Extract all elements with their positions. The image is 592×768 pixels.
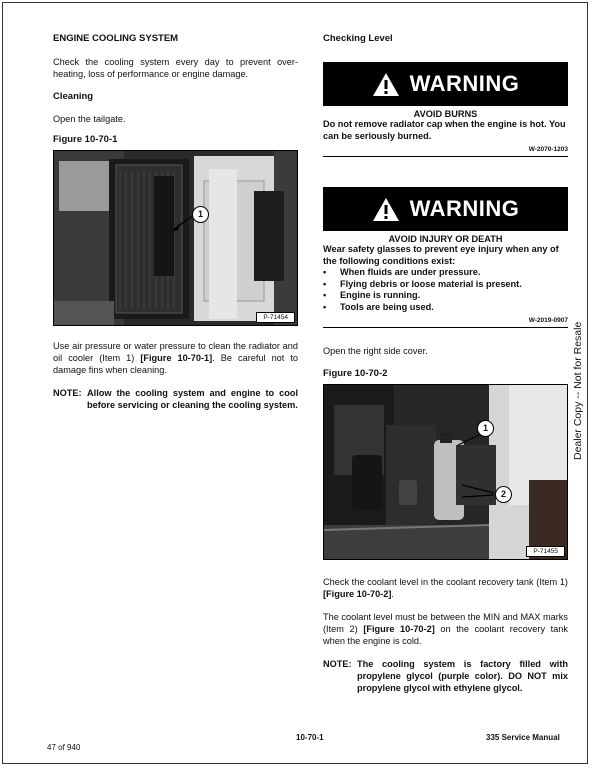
warning-banner — [323, 187, 568, 231]
warning-code: W-2070-1203 — [323, 146, 568, 157]
glycol-note — [323, 658, 568, 694]
warning-injury — [323, 187, 568, 328]
list-item-text: When fluids are under pressure. — [340, 267, 481, 277]
level-range-figure-ref: [Figure 10-70-2] — [363, 624, 435, 634]
figure-2-photo — [323, 384, 568, 560]
warning-triangle-icon — [372, 72, 400, 97]
check-level-figure-ref: [Figure 10-70-2] — [323, 589, 392, 599]
warning-code: W-2019-0907 — [323, 317, 568, 328]
checking-level-heading: Checking Level — [323, 33, 393, 44]
figure-1-photo — [53, 150, 298, 326]
warning-title: WARNING — [409, 71, 520, 96]
photo-tag: P-71455 — [526, 546, 565, 557]
list-item-text: Flying debris or loose material is present. — [340, 278, 522, 289]
list-item-text: Engine is running. — [340, 290, 421, 300]
open-cover-text: Open the right side cover. — [323, 346, 428, 356]
warning-text: Wear safety glasses to prevent eye injury when any of the following conditions exist: — [323, 244, 559, 266]
clean-instruction — [53, 340, 298, 376]
list-item: • When fluids are under pressure. — [323, 267, 481, 277]
list-item: • Tools are being used. — [323, 301, 434, 312]
open-tailgate-text: Open the tailgate. — [53, 114, 126, 124]
photo-tag: P-71454 — [256, 312, 295, 323]
warning-burns — [323, 62, 568, 157]
callout-1: 1 — [477, 420, 494, 437]
check-level-text-a: Check the coolant level in the coolant recovery tank (Item 1) — [323, 577, 568, 587]
warning-text: Do not remove radiator cap when the engine is hot. You can be seriously burned. — [323, 119, 566, 141]
warning-title: WARNING — [409, 196, 520, 221]
callout-2: 2 — [495, 486, 512, 503]
clean-instruction-text-b: . Be careful not to damage fins when cleaning. — [53, 353, 299, 375]
list-item-text: Tools are being used. — [340, 301, 434, 312]
note-key: NOTE: — [323, 659, 352, 669]
list-item: • Engine is running. — [323, 290, 421, 300]
check-level-paragraph — [323, 576, 568, 600]
note-text: The cooling system is factory filled with propylene glycol (purple color). DO NOT mix propylene glycol with ethylene glycol. — [357, 659, 568, 693]
level-range-text-a: The coolant level must be between the MIN and MAX marks (Item 2) — [323, 612, 568, 634]
cleaning-heading: Cleaning — [53, 91, 94, 102]
right-column — [323, 33, 568, 694]
page-counter: 47 of 940 — [47, 743, 81, 752]
coolant-tank-illustration — [324, 385, 568, 560]
left-column — [53, 33, 298, 411]
intro-paragraph: Check the cooling system every day to prevent over-heating, loss of performance or engine damage. — [53, 57, 298, 79]
warning-triangle-icon — [372, 197, 400, 222]
manual-title: 335 Service Manual — [486, 733, 560, 742]
warning-conditions-list — [323, 267, 568, 313]
level-range-text-b: on the coolant recovery tank when the engine is cold. — [323, 624, 569, 646]
warning-subtitle: AVOID BURNS — [413, 109, 478, 119]
page-number: 10-70-1 — [296, 733, 324, 742]
note-key: NOTE: — [53, 388, 82, 398]
callout-1: 1 — [192, 206, 209, 223]
engine-bay-illustration — [54, 151, 298, 326]
warning-banner — [323, 62, 568, 106]
clean-instruction-figure-ref: [Figure 10-70-1] — [140, 353, 213, 363]
list-item: • Flying debris or loose material is present. — [323, 278, 522, 289]
figure-2-label: Figure 10-70-2 — [323, 368, 388, 379]
dealer-copy-watermark: Dealer Copy -- Not for Resale — [572, 321, 584, 460]
clean-instruction-text-a: Use air pressure or water pressure to clean the radiator and oil cooler (Item 1) — [53, 341, 298, 363]
note-text: Allow the cooling system and engine to cool before servicing or cleaning the cooling system. — [87, 388, 298, 410]
warning-subtitle: AVOID INJURY OR DEATH — [388, 234, 503, 244]
figure-1-label: Figure 10-70-1 — [53, 134, 118, 145]
cooling-note — [53, 387, 298, 411]
check-level-text-b: . — [391, 589, 394, 599]
level-range-paragraph — [323, 611, 568, 647]
section-heading: ENGINE COOLING SYSTEM — [53, 33, 179, 44]
